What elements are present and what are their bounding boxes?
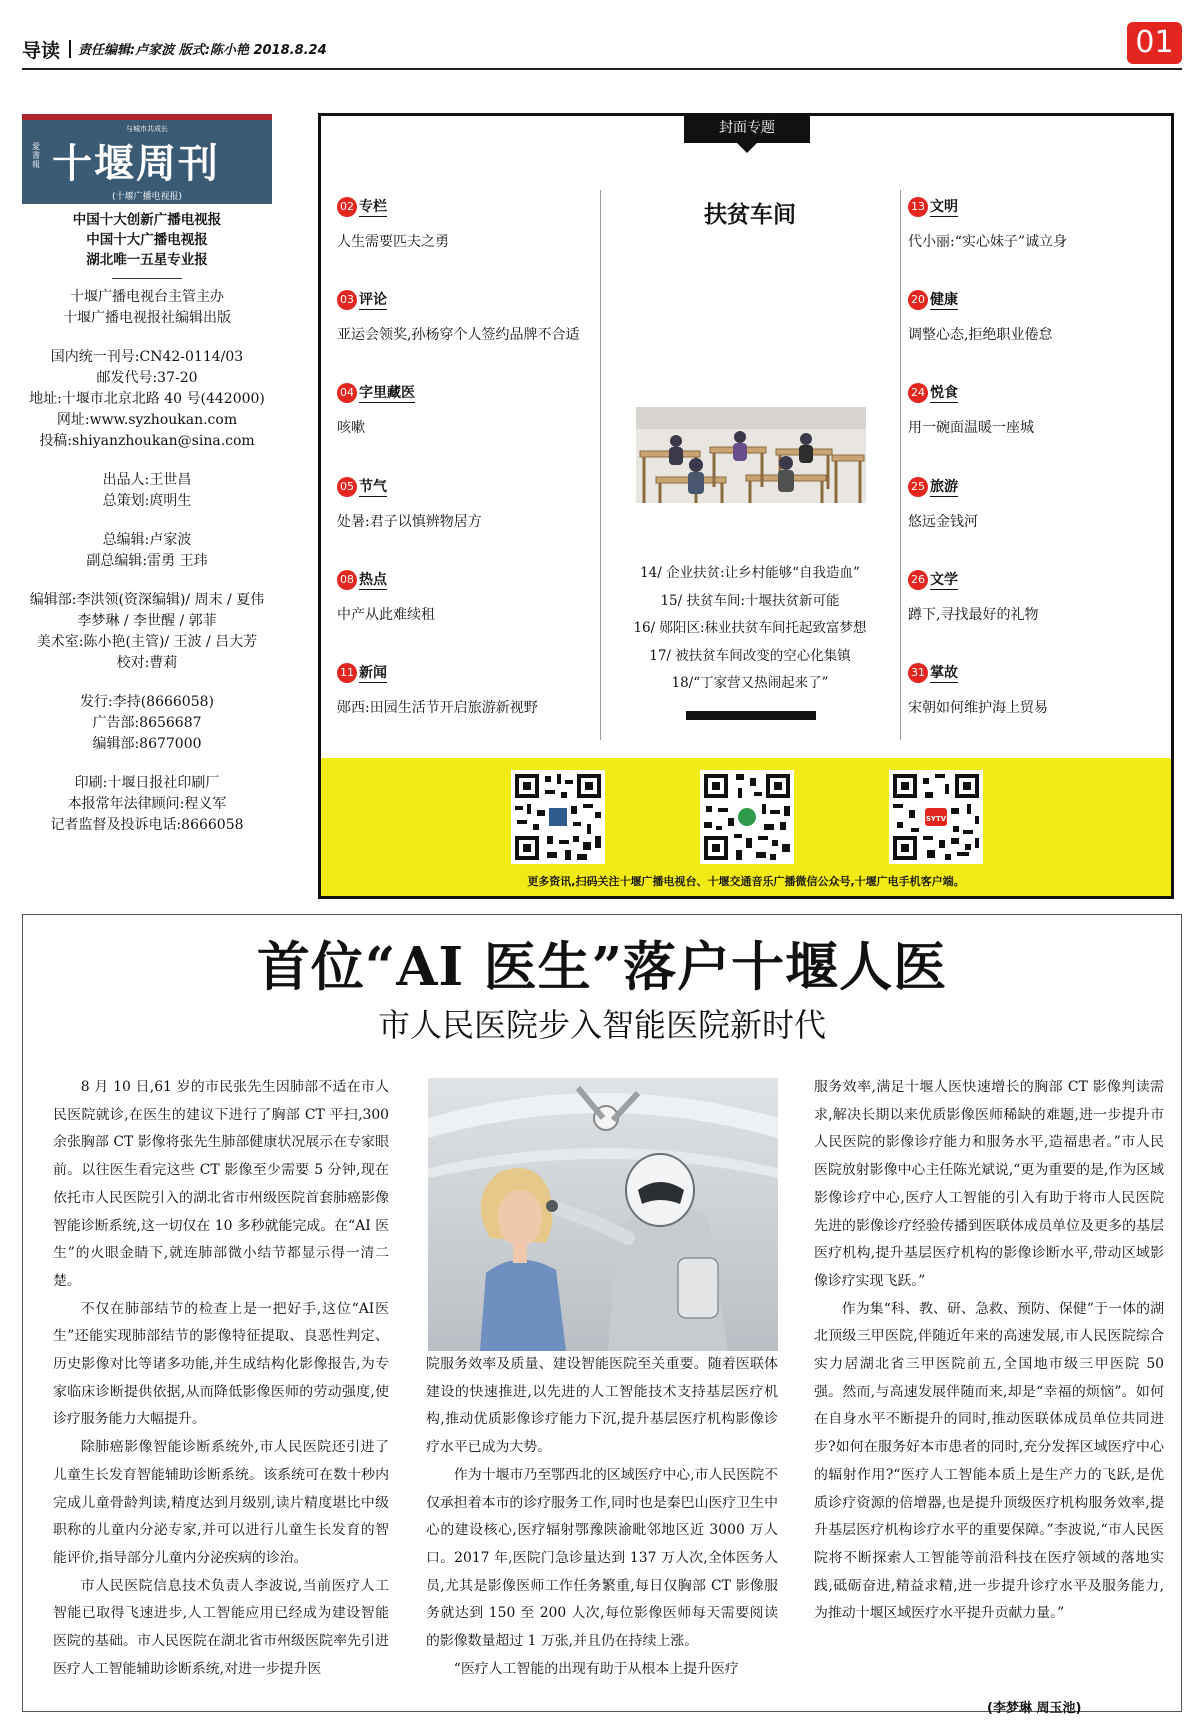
toc-title: 咳嗽: [337, 420, 365, 436]
toc-title: 蹲下,寻找最好的礼物: [908, 607, 1039, 623]
page-badge: 03: [337, 290, 357, 310]
page-badge: 20: [908, 290, 928, 310]
article-paragraph: 市人民医院信息技术负责人李波说,当前医疗人工智能已取得飞速进步,人工智能应用已经成为建设智能医院的基础。市人民医院在湖北省市州级医院率先引进医疗人工智能辅助诊断系统,对进一步提升医: [53, 1577, 389, 1677]
page-badge: 31: [908, 663, 928, 683]
info-line: 出品人:王世昌: [102, 472, 192, 488]
page-badge: 04: [337, 383, 357, 403]
info-line: 李梦琳 / 李世醒 / 郭菲: [77, 613, 217, 629]
honors: [22, 210, 272, 270]
info-line: 美术室:陈小艳(主管)/ 王波 / 吕大芳: [36, 634, 258, 650]
article-subheadline: 市人民医院步入智能医院新时代: [377, 1006, 826, 1044]
publisher-info: [22, 470, 272, 512]
info-line: 校对:曹莉: [116, 655, 178, 671]
info-line: 国内统一刊号:CN42-0114/03: [50, 349, 244, 365]
qr-code-tv-station[interactable]: [511, 770, 605, 864]
article-paragraph: 作为十堰市乃至鄂西北的区域医疗中心,市人民医院不仅承担着本市的诊疗服务工作,同时也是秦巴山医疗卫生中心的建设核心,医疗辐射鄂豫陕渝毗邻地区近 3000 万人口。2017 年,医院门急诊量达到 137 万人次,全体医务人员,尤其是影像医师工作任务繁重,每日仅胸部 CT 影像服务就达到 150 至 200 人次,每位影像医师每天需要阅读的影像数量超过 1 万张,并且仍在持续上涨。: [426, 1466, 778, 1650]
column-divider: [900, 190, 901, 740]
editor-info: [22, 530, 272, 572]
toc-item[interactable]: [337, 196, 597, 266]
toc-item[interactable]: [337, 289, 597, 359]
toc-title: 宋朝如何维护海上贸易: [908, 700, 1048, 716]
feature-article-list: [610, 560, 890, 698]
toc-category: 评论: [359, 289, 387, 310]
info-line: 十堰广播电视报社编辑出版: [63, 310, 231, 326]
honor-line: 中国十大创新广播电视报: [72, 212, 222, 228]
logo-subtitle: (十堰广播电视报): [111, 192, 183, 202]
toc-title: 悠远金钱河: [908, 514, 978, 530]
publication-info: [22, 347, 272, 452]
workshop-photo: [636, 407, 866, 503]
info-line: 编辑部:8677000: [92, 736, 202, 752]
toc-category: 字里藏医: [359, 382, 415, 403]
feature-bar: [686, 711, 816, 720]
robot-doctor-illustration: [428, 1078, 778, 1351]
qr-code-icon: [511, 770, 605, 864]
article-paragraph: 除肺癌影像智能诊断系统外,市人民医院还引进了儿童生长发育智能辅助诊断系统。该系统可在数十秒内完成儿童骨龄判读,精度达到月级别,读片精度堪比中级职称的儿童内分泌专家,并可以进行儿童生长发育的智能评价,指导部分儿童内分泌疾病的诊治。: [53, 1439, 389, 1566]
article-column-1: [53, 1074, 389, 1683]
article-author: (李梦琳 周玉池): [987, 1701, 1082, 1716]
page-badge: 13: [908, 197, 928, 217]
header-credits: 责任编辑:卢家波 版式:陈小艳 2018.8.24: [78, 43, 327, 58]
page-number: 01: [1127, 22, 1182, 64]
toc-item[interactable]: [337, 662, 597, 732]
toc-title: 处暑:君子以慎辨物居方: [337, 514, 482, 530]
toc-category: 文明: [930, 196, 958, 217]
toc-category: 节气: [359, 476, 387, 497]
staff-info: [22, 590, 272, 674]
toc-category: 旅游: [930, 476, 958, 497]
qr-badge-text: SYTV: [925, 815, 947, 823]
honor-line: 中国十大广播电视报: [86, 232, 208, 248]
article-paragraph: 服务效率,满足十堰人医快速增长的胸部 CT 影像判读需求,解决长期以来优质影像医师稀缺的难题,进一步提升市人民医院的影像诊疗能力和服务水平,造福患者。”市人民医院放射影像中心主任陈光斌说,“更为重要的是,作为区域影像诊疗中心,医疗人工智能的引入有助于将市人民医院先进的影像诊疗经验传播到医联体成员单位及更多的基层医疗机构,提升基层医疗机构的影像诊断水平,带动区域影像诊疗实现飞跃。”: [814, 1079, 1164, 1289]
page-badge: 05: [337, 477, 357, 497]
info-line: 副总编辑:雷勇 王玮: [86, 553, 208, 569]
feature-article-link[interactable]: 14/ 企业扶贫:让乡村能够“自我造血”: [640, 565, 860, 581]
toc-item[interactable]: [337, 476, 597, 546]
separator: [112, 278, 182, 279]
toc-title: 中产从此难续租: [337, 607, 435, 623]
printing-info: [22, 773, 272, 836]
article-photo: [428, 1078, 778, 1351]
toc-item[interactable]: [908, 382, 1168, 452]
info-line: 地址:十堰市北京北路 40 号(442000): [29, 391, 265, 407]
article-paragraph: 院服务效率及质量、建设智能医院至关重要。随着医联体建设的快速推进,以先进的人工智能技术支持基层医疗机构,推动优质影像诊疗能力下沉,提升基层医疗机构影像诊疗水平已成为大势。: [426, 1356, 778, 1456]
article-paragraph: “医疗人工智能的出现有助于从根本上提升医疗: [453, 1660, 739, 1677]
page-badge: 26: [908, 570, 928, 590]
section-name: 导读: [22, 40, 61, 62]
feature-article-link[interactable]: 17/ 被扶贫车间改变的空心化集镇: [649, 647, 851, 664]
honor-line: 湖北唯一五星专业报: [86, 252, 208, 268]
qr-caption: 更多资讯,扫码关注十堰广播电视台、十堰交通音乐广播微信公众号,十堰广电手机客户端。: [527, 875, 965, 888]
logo-slogan: 与城市共成长: [126, 125, 168, 133]
email-link[interactable]: 投稿:shiyanzhoukan@sina.com: [39, 433, 255, 449]
info-line: 发行:李持(8666058): [80, 694, 214, 710]
page-badge: 02: [337, 197, 357, 217]
qr-code-icon: [700, 770, 794, 864]
header-rule: [22, 68, 1182, 70]
toc-item[interactable]: [908, 476, 1168, 546]
org-info: [22, 287, 272, 329]
article-paragraph: 8 月 10 日,61 岁的市民张先生因肺部不适在市人民医院就诊,在医生的建议下进行了胸部 CT 平扫,300 余张胸部 CT 影像将张先生肺部健康状况展示在专家眼前。以往医生看完这些 CT 影像至少需要 5 分钟,现在依托市人民医院引入的湖北省市州级医院首套肺癌影像智能诊断系统,这一切仅在 10 多秒就能完成。在“AI 医生”的火眼金睛下,就连肺部微小结节都显示得一清二楚。: [53, 1079, 389, 1289]
feature-article-link[interactable]: 16/ 郧阳区:秣业扶贫车间托起致富梦想: [633, 620, 867, 636]
page-header: [22, 22, 1182, 72]
toc-item[interactable]: [337, 382, 597, 452]
article-column-2: [426, 1351, 778, 1683]
qr-code-icon: [889, 770, 983, 864]
page-badge: 25: [908, 477, 928, 497]
contact-info: [22, 692, 272, 755]
page-badge: 24: [908, 383, 928, 403]
article-headline: 首位“AI 医生”落户十堰人医: [256, 936, 948, 998]
info-line: 编辑部:李洪领(资深编辑)/ 周末 / 夏伟: [29, 592, 265, 608]
toc-item[interactable]: [908, 196, 1168, 266]
info-line: 十堰广播电视台主管主办: [70, 289, 224, 305]
info-line: 记者监督及投诉电话:8666058: [50, 817, 244, 833]
qr-code-radio[interactable]: [700, 770, 794, 864]
info-line: 总策划:庹明生: [102, 493, 192, 509]
cover-tag: 封面专题: [684, 113, 810, 143]
toc-item[interactable]: [908, 662, 1168, 732]
article-paragraph: 作为集“科、教、研、急救、预防、保健”于一体的湖北顶级三甲医院,伴随近年来的高速发展,市人民医院综合实力居湖北省三甲医院前五,全国地市级三甲医院 50 强。然而,与高速发展伴随而来,却是“幸福的烦恼”。如何在自身水平不断提升的同时,推动医联体成员单位共同进步?如何在服务好本市患者的同时,充分发挥区域医疗中心的辐射作用?“医疗人工智能本质上是生产力的飞跃,是优质诊疗资源的倍增器,也是提升顶级医疗机构服务效率,提升基层医疗机构诊疗水平的重要保障。”李波说,“市人民医院将不断探索人工智能等前沿科技在医疗领域的落地实践,砥砺奋进,精益求精,进一步提升诊疗水平及服务能力,为推动十堰区域医疗水平提升贡献力量。”: [814, 1300, 1164, 1622]
logo-title: 十堰周刊: [52, 140, 220, 187]
workshop-photo-illustration: [636, 407, 866, 503]
cover-feature-title: 扶贫车间: [704, 201, 796, 228]
toc-category: 健康: [930, 289, 958, 310]
tag-pointer: [737, 143, 757, 153]
qr-code-app[interactable]: [889, 770, 983, 864]
page-badge: 11: [337, 663, 357, 683]
masthead-logo: [22, 114, 272, 204]
header-divider: [69, 40, 71, 58]
feature-article-link[interactable]: 18/“丁家营又热闹起来了”: [671, 675, 829, 691]
info-line: 印刷:十堰日报社印刷厂: [74, 775, 220, 791]
toc-title: 调整心态,拒绝职业倦怠: [908, 327, 1053, 343]
toc-title: 亚运会领奖,孙杨穿个人签约品牌不合适: [337, 327, 580, 343]
website-link[interactable]: 网址:www.syzhoukan.com: [56, 412, 238, 428]
info-line: 邮发代号:37-20: [96, 370, 198, 386]
toc-category: 悦食: [930, 382, 958, 403]
toc-category: 专栏: [359, 196, 387, 217]
page-badge: 08: [337, 570, 357, 590]
toc-category: 掌故: [930, 662, 958, 683]
toc-item[interactable]: [337, 569, 597, 639]
feature-article-link[interactable]: 15/ 扶贫车间:十堰扶贫新可能: [660, 592, 840, 609]
column-divider: [600, 190, 601, 740]
masthead-info: [22, 210, 272, 854]
toc-category: 文学: [930, 569, 958, 590]
toc-title: 用一碗面温暖一座城: [908, 420, 1034, 436]
toc-category: 热点: [359, 569, 387, 590]
toc-title: 代小丽:“实心妹子”诚立身: [908, 234, 1068, 250]
info-line: 本报常年法律顾问:程义军: [67, 796, 227, 812]
article-column-3: [814, 1074, 1164, 1628]
info-line: 广告部:8656687: [92, 715, 202, 731]
info-line: 总编辑:卢家波: [102, 532, 192, 548]
logo-seal: 愛 書 報: [32, 142, 40, 169]
article-paragraph: 不仅在肺部结节的检查上是一把好手,这位“AI医生”还能实现肺部结节的影像特征提取、良恶性判定、历史影像对比等诸多功能,并生成结构化影像报告,为专家临床诊断提供依据,从而降低影像医师的劳动强度,使诊疗服务能力大幅提升。: [53, 1300, 389, 1428]
toc-title: 人生需要匹夫之勇: [337, 234, 449, 250]
toc-item[interactable]: [908, 289, 1168, 359]
toc-item[interactable]: [908, 569, 1168, 639]
toc-title: 郧西:田园生活节开启旅游新视野: [337, 700, 538, 716]
toc-category: 新闻: [359, 662, 387, 683]
